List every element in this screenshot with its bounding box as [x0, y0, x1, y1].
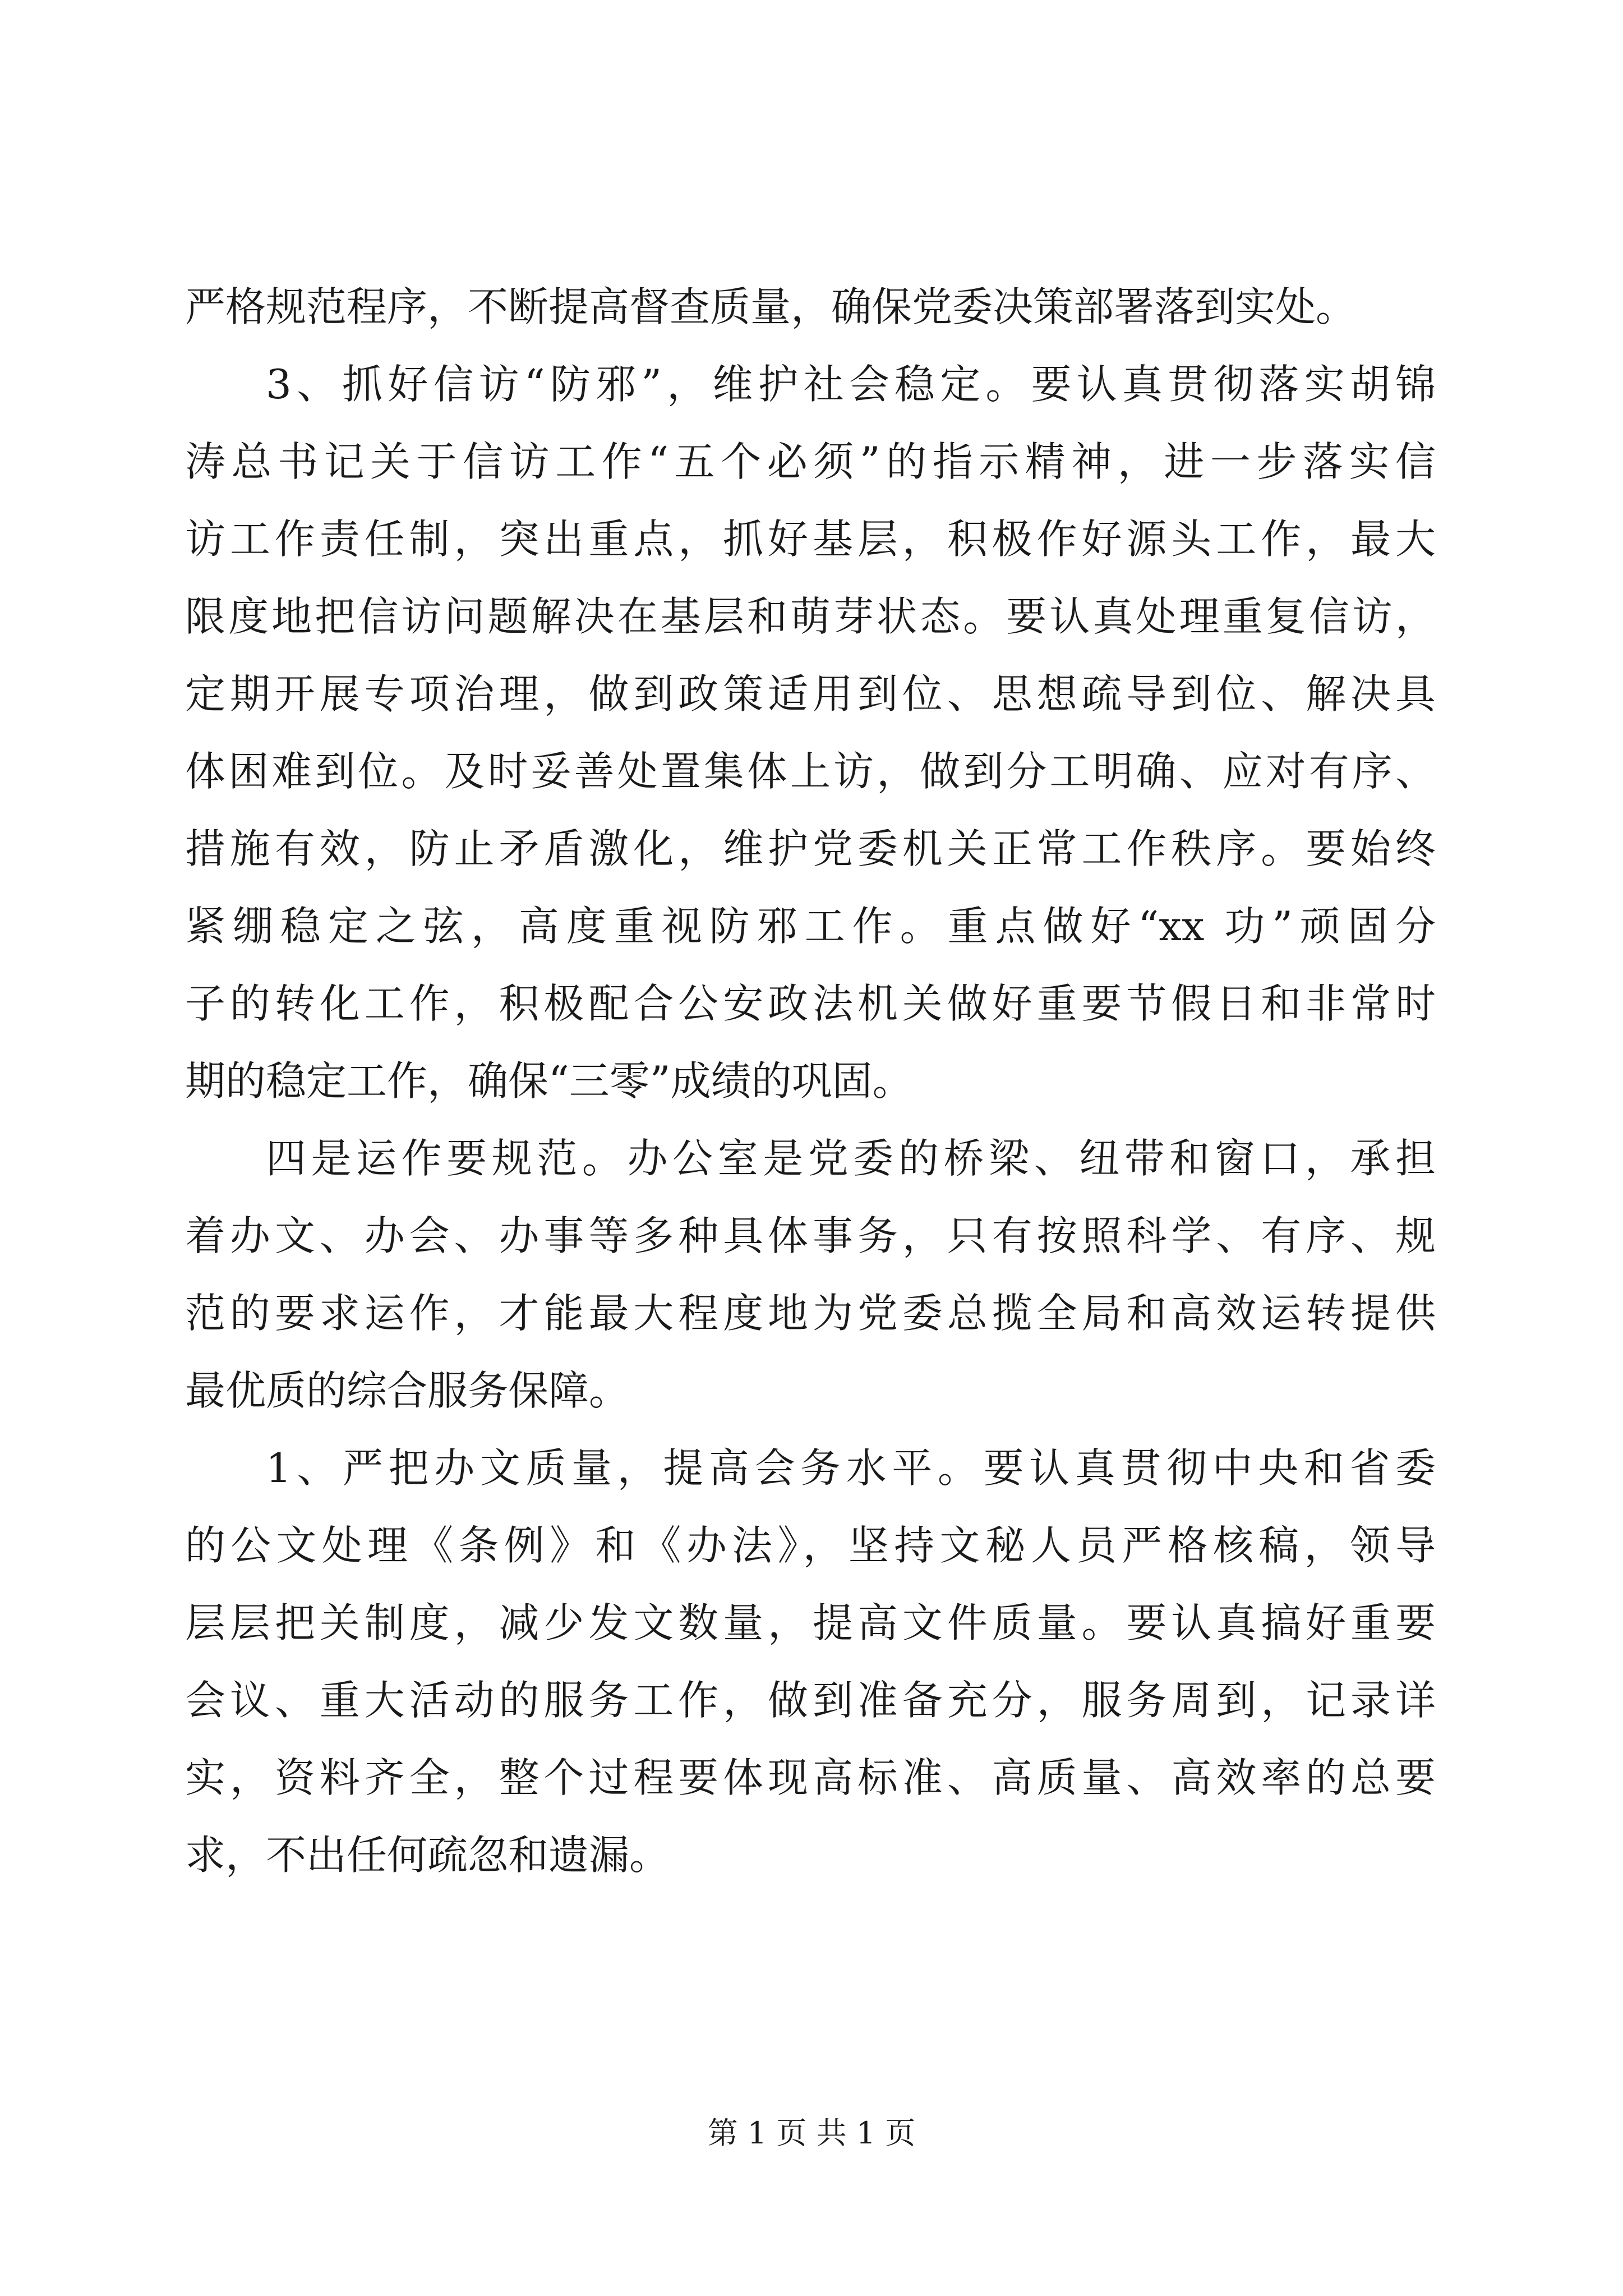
text-line: 最优质的综合服务保障。 — [185, 1367, 630, 1414]
text-line: 体困难到位。及时妥善处置集体上访，做到分工明确、应对有序、 — [185, 748, 1436, 795]
text-line: 四是运作要规范。办公室是党委的桥梁、纽带和窗口，承担 — [266, 1135, 1436, 1182]
body-text — [185, 268, 1436, 1894]
text-line: 措施有效，防止矛盾激化，维护党委机关正常工作秩序。要始终 — [185, 825, 1436, 872]
text-line: 期的稳定工作，确保“三零”成绩的巩固。 — [185, 1057, 913, 1105]
text-line: 子的转化工作，积极配合公安政法机关做好重要节假日和非常时 — [185, 980, 1436, 1027]
text-line: 范的要求运作，才能最大程度地为党委总揽全局和高效运转提供 — [185, 1290, 1436, 1337]
text-line: 的公文处理《条例》和《办法》，坚持文秘人员严格核稿，领导 — [185, 1522, 1436, 1569]
text-line: 3、抓好信访“防邪”，维护社会稳定。要认真贯彻落实胡锦 — [266, 361, 1436, 408]
text-line: 访工作责任制，突出重点，抓好基层，积极作好源头工作，最大 — [185, 516, 1436, 563]
text-line: 实，资料齐全，整个过程要体现高标准、高质量、高效率的总要 — [185, 1754, 1436, 1801]
text-line: 涛总书记关于信访工作“五个必须”的指示精神，进一步落实信 — [185, 438, 1436, 485]
text-line: 定期开展专项治理，做到政策适用到位、思想疏导到位、解决具 — [185, 670, 1436, 717]
text-line: 会议、重大活动的服务工作，做到准备充分，服务周到，记录详 — [185, 1677, 1436, 1724]
text-line: 紧绷稳定之弦，高度重视防邪工作。重点做好“xx 功”顽固分 — [185, 903, 1436, 950]
text-line: 严格规范程序，不断提高督查质量，确保党委决策部署落到实处。 — [185, 283, 1357, 330]
text-line: 着办文、办会、办事等多种具体事务，只有按照科学、有序、规 — [185, 1212, 1436, 1259]
text-line: 限度地把信访问题解决在基层和萌芽状态。要认真处理重复信访， — [185, 593, 1436, 640]
text-line: 层层把关制度，减少发文数量，提高文件质量。要认真搞好重要 — [185, 1599, 1436, 1646]
text-line: 求，不出任何疏忽和遗漏。 — [185, 1832, 670, 1879]
page-number-footer: 第 1 页 共 1 页 — [707, 2115, 916, 2151]
text-line: 1、严把办文质量，提高会务水平。要认真贯彻中央和省委 — [266, 1444, 1436, 1492]
